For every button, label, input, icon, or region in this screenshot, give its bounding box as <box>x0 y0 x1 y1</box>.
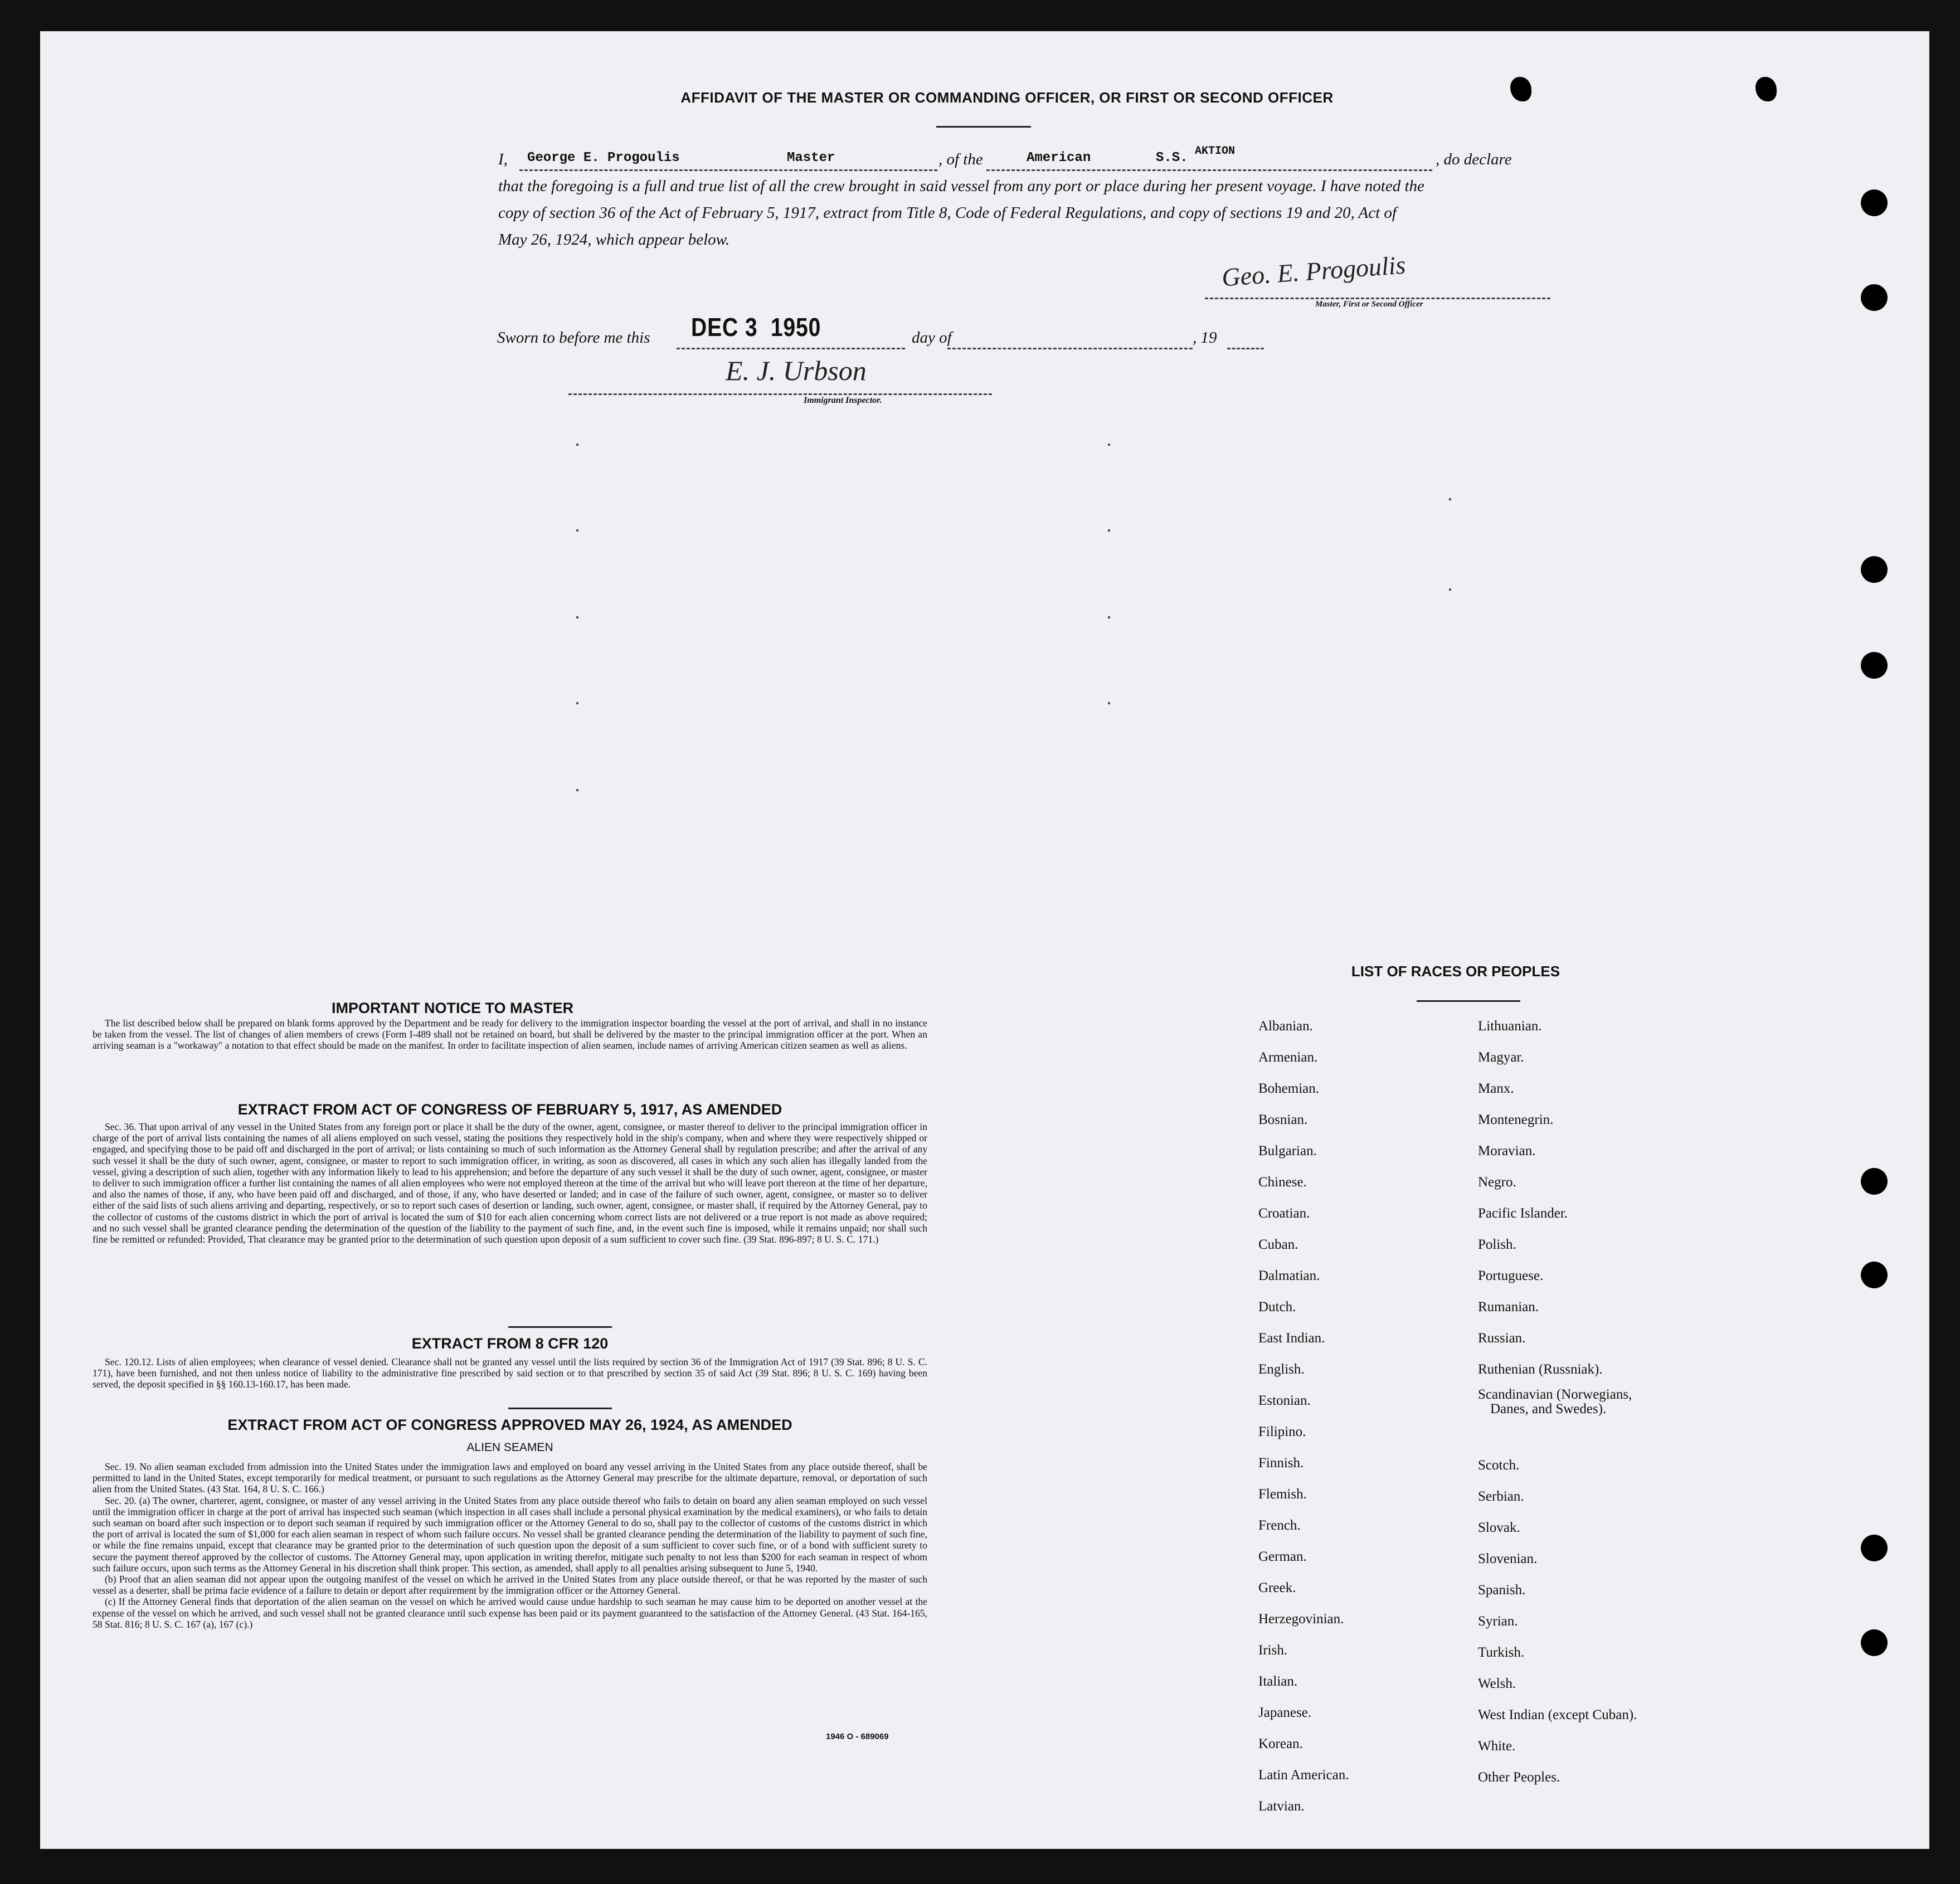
dot-mark <box>576 444 578 446</box>
vessel-prefix: S.S. <box>1156 150 1188 165</box>
signature-line <box>1205 298 1550 299</box>
form-sheet <box>40 31 1929 1849</box>
vessel-nationality: American <box>1027 150 1091 165</box>
races-right-column <box>1478 1011 1790 1793</box>
race-item: Bulgarian. <box>1258 1143 1317 1158</box>
master-name: George E. Progoulis <box>527 150 680 165</box>
punch-hole <box>1861 284 1888 311</box>
punch-hole <box>1861 556 1888 583</box>
race-item: Croatian. <box>1258 1206 1310 1221</box>
extract-1917-title: EXTRACT FROM ACT OF CONGRESS OF FEBRUARY 5, 1917, AS AMENDED <box>237 1101 782 1118</box>
race-item: Manx. <box>1478 1081 1514 1096</box>
dot-mark <box>1449 498 1451 500</box>
affidavit-line-4: May 26, 1924, which appear below. <box>498 231 730 249</box>
race-item: Turkish. <box>1478 1645 1525 1660</box>
race-item: Latin American. <box>1258 1768 1349 1783</box>
inspector-line <box>568 393 992 395</box>
race-item: Armenian. <box>1258 1050 1318 1065</box>
do-declare-label: , do declare <box>1436 150 1512 168</box>
race-item: Bohemian. <box>1258 1081 1320 1096</box>
sworn-label: Sworn to before me this <box>497 329 650 347</box>
punch-hole <box>1861 1629 1888 1656</box>
signature-caption: Master, First or Second Officer <box>1315 300 1423 309</box>
race-item: Portuguese. <box>1478 1268 1544 1283</box>
race-item: Other Peoples. <box>1478 1770 1560 1785</box>
alien-seamen-subtitle: ALIEN SEAMEN <box>466 1441 553 1454</box>
race-item: East Indian. <box>1258 1331 1325 1346</box>
race-item: Finnish. <box>1258 1455 1304 1471</box>
race-item: Estonian. <box>1258 1393 1311 1408</box>
race-item: Pacific Islander. <box>1478 1206 1568 1221</box>
dot-mark <box>1108 702 1110 704</box>
extract-1917-body <box>93 1121 927 1245</box>
race-item: White. <box>1478 1739 1516 1754</box>
race-item: Latvian. <box>1258 1799 1305 1814</box>
date-stamp: DEC 3 1950 <box>691 313 821 342</box>
extract-1924-title: EXTRACT FROM ACT OF CONGRESS APPROVED MAY 26, 1924, AS AMENDED <box>227 1416 792 1433</box>
day-of-label: day of <box>912 329 952 347</box>
race-item: English. <box>1258 1362 1305 1377</box>
affidavit-line-3: copy of section 36 of the Act of February 5, 1917, extract from Title 8, Code of Federal Regulations, and copy of sections 19 and 20, Act of <box>498 204 1397 222</box>
dot-mark <box>576 789 578 791</box>
race-item: German. <box>1258 1549 1307 1564</box>
punch-hole <box>1861 652 1888 679</box>
inspector-caption: Immigrant Inspector. <box>804 396 882 405</box>
notice-text: The list described below shall be prepared on blank forms approved by the Department and be ready for delivery to the immigration inspector boarding the vessel at the port of arrival, and shall in no instance be taken from the vessel. The list of changes of alien members of crews (Form I-489 shall not be retained on board, but shall be delivered by the master to the principal immigration officer at the port. When an arriving seaman is a "workaway" a notation to that effect should be made on the manifest. In order to facilitate inspection of alien seamen, include names of arriving American citizen seamen as well as aliens. <box>93 1018 927 1051</box>
dot-mark <box>1449 588 1451 591</box>
race-item: Japanese. <box>1258 1705 1312 1720</box>
race-item: Slovenian. <box>1478 1551 1538 1566</box>
race-item: Herzegovinian. <box>1258 1612 1344 1627</box>
race-item-continuation: Danes, and Swedes). <box>1490 1401 1607 1416</box>
name-field-line <box>519 169 937 171</box>
race-item: Chinese. <box>1258 1175 1307 1190</box>
sworn-date-line <box>677 348 905 349</box>
affidavit-line-2: that the foregoing is a full and true list of all the crew brought in said vessel from any port or place during her present voyage. I have noted the <box>498 177 1424 195</box>
race-item: Slovak. <box>1478 1520 1520 1535</box>
dot-mark <box>576 616 578 619</box>
dot-mark <box>1108 616 1110 619</box>
year-line <box>1227 348 1264 349</box>
race-item: Bosnian. <box>1258 1112 1308 1127</box>
race-item: Dutch. <box>1258 1299 1296 1315</box>
race-item: Magyar. <box>1478 1050 1524 1065</box>
race-item: West Indian (except Cuban). <box>1478 1707 1637 1722</box>
vessel-field-line <box>986 169 1432 171</box>
extract-cfr-text: Sec. 120.12. Lists of alien employees; when clearance of vessel denied. Clearance shall not be granted any vessel until the lists required by section 36 of the Immigration Act of 1917 (39 Stat. 896; 8 U. S. C. 171), have been furnished, and not then unless notice of liability to the administrative fine prescribed by said section or to that prescribed by section 35 of said Act (39 Stat. 896; 8 U. S. C. 169) having been served, the deposit specified in §§ 160.13-160.17, has been made. <box>93 1356 927 1390</box>
extract-cfr-title: EXTRACT FROM 8 CFR 120 <box>411 1335 609 1352</box>
punch-hole <box>1861 189 1888 216</box>
races-title: LIST OF RACES OR PEOPLES <box>1351 963 1560 980</box>
race-item: Welsh. <box>1478 1676 1516 1691</box>
master-signature: Geo. E. Progoulis <box>1220 250 1407 292</box>
extract-1924-body <box>93 1461 927 1630</box>
master-rank: Master <box>787 150 835 165</box>
dot-mark <box>576 529 578 532</box>
race-item: Ruthenian (Russniak). <box>1478 1362 1603 1377</box>
punch-hole <box>1861 1535 1888 1561</box>
section-20c-text: (c) If the Attorney General finds that deportation of the alien seaman on the vessel on which he arrived would cause undue hardship to such seaman he may cause him to be deported on another vessel at the expense of the vessel on which he arrived, and such vessel shall not be granted clearance until such expense has been paid or its payment guaranteed to the satisfaction of the Attorney General. (43 Stat. 164-165, 58 Stat. 816; 8 U. S. C. 167 (a), 167 (c).) <box>93 1596 927 1630</box>
race-item: Cuban. <box>1258 1237 1298 1252</box>
notice-title: IMPORTANT NOTICE TO MASTER <box>332 1000 573 1016</box>
race-item: Albanian. <box>1258 1019 1313 1034</box>
print-code: 1946 O - 689069 <box>826 1732 889 1741</box>
race-item: Scandinavian (Norwegians, <box>1478 1387 1632 1402</box>
race-item: Irish. <box>1258 1643 1288 1658</box>
race-item: Moravian. <box>1478 1143 1536 1158</box>
race-item: Spanish. <box>1478 1583 1526 1598</box>
race-item: Rumanian. <box>1478 1299 1539 1315</box>
notice-body <box>93 1018 927 1051</box>
race-item: Montenegrin. <box>1478 1112 1554 1127</box>
race-item: Flemish. <box>1258 1487 1307 1502</box>
section-rule <box>508 1408 612 1409</box>
title-rule <box>936 126 1031 128</box>
race-item: French. <box>1258 1518 1301 1533</box>
section-19-text: Sec. 19. No alien seaman excluded from admission into the United States under the immigration laws and employed on board any vessel arriving in the United States from any place outside thereof, shall be permitted to land in the United States, except temporarily for medical treatment, or pursuant to such regulations as the Attorney General may prescribe for the ultimate departure, removal, or deportation of such alien from the United States. (43 Stat. 164, 8 U. S. C. 166.) <box>93 1461 927 1495</box>
punch-hole <box>1861 1262 1888 1288</box>
affidavit-i: I, <box>498 150 508 168</box>
race-item-scandinavian <box>1478 1385 1790 1419</box>
hole-punch-mark <box>1755 77 1777 101</box>
dot-mark <box>576 702 578 704</box>
race-item: Negro. <box>1478 1175 1516 1190</box>
race-item: Russian. <box>1478 1331 1526 1346</box>
punch-hole <box>1861 1168 1888 1195</box>
race-spacer <box>1478 1419 1790 1450</box>
race-item: Scotch. <box>1478 1458 1520 1473</box>
extract-1917-text: Sec. 36. That upon arrival of any vessel in the United States from any foreign port or place it shall be the duty of the owner, agent, consignee, or master thereof to deliver to the principal immigration officer in charge of the port of arrival lists containing the names of all aliens employed on such vessel, stating the positions they respectively hold in the ship's company, when and where they were respectively shipped or engaged, and specifying those to be paid off and discharged in the port of arrival; or lists containing so much of such information as the Attorney General shall by regulation prescribe; and after the arrival of any such vessel it shall be the duty of such owner, agent, consignee, or master to report to such immigration officer, in writing, as soon as discovered, all cases in which any such alien has illegally landed from the vessel, giving a description of such alien, together with any information likely to lead to his apprehension; and before the departure of any such vessel it shall be the duty of such owner, agent, consignee, or master to deliver to such immigration officer a further list containing the names of all alien employees who were not employed thereon at the time of the arrival but who will leave port thereon at the time of her departure, and also the names of those, if any, who have been paid off and discharged, and of those, if any, who have deserted or landed; and in case of the failure of such owner, agent, consignee, or master so to deliver either of the said lists of such aliens arriving and departing, respectively, or so to report such cases of desertion or landing, such owner, agent, consignee, or master shall, if required by the Attorney General, pay to the collector of customs of the customs district in which the port of arrival is located the sum of $10 for each alien concerning whom correct lists are not delivered or a true report is not made as above required; and no such vessel shall be granted clearance pending the determination of the question of the liability to the payment of such fine, and, in the event such fine is imposed, while it remains unpaid; nor shall such fine be remitted or refunded: Provided, That clearance may be granted prior to the determination of such question upon deposit of a sum sufficient to cover such fine. (39 Stat. 896-897; 8 U. S. C. 171.) <box>93 1121 927 1245</box>
month-line <box>947 348 1193 349</box>
section-20b-text: (b) Proof that an alien seaman did not appear upon the outgoing manifest of the vessel on which he arrived in the United States from any place outside thereof, or that he was reported by the master of such vessel as a deserter, shall be prima facie evidence of a failure to detain or deport after requirement by the immigration officer or the Attorney General. <box>93 1574 927 1596</box>
race-item: Filipino. <box>1258 1424 1306 1439</box>
extract-cfr-body <box>93 1356 927 1390</box>
race-item: Italian. <box>1258 1674 1298 1689</box>
section-rule <box>508 1326 612 1328</box>
races-rule <box>1417 1000 1520 1002</box>
affidavit-title: AFFIDAVIT OF THE MASTER OR COMMANDING OFFICER, OR FIRST OR SECOND OFFICER <box>680 89 1334 106</box>
dot-mark <box>1108 529 1110 532</box>
of-the-label: , of the <box>938 150 983 168</box>
vessel-name: AKTION <box>1195 145 1236 158</box>
dot-mark <box>1108 444 1110 446</box>
race-item: Greek. <box>1258 1580 1296 1595</box>
section-20a-text: Sec. 20. (a) The owner, charterer, agent, consignee, or master of any vessel arriving in the United States from any place outside thereof who fails to detain on board any alien seaman employed on such vessel until the immigration officer in charge at the port of arrival has inspected such seaman (which inspection in all cases shall include a personal physical examination by the medical examiners), or who fails to detain such seaman on board after such inspection or to deport such seaman if required by such immigration officer or the Attorney General to do so, shall pay to the collector of customs of the customs district in which the port of arrival is located the sum of $1,000 for each alien seaman in respect of whom such failure occurs. No vessel shall be granted clearance pending the determination of the liability to payment of such fine, or while the fine remains unpaid, except that clearance may be granted prior to the determination of such question upon the deposit of a sum sufficient to cover such fine, or of a bond with sufficient surety to secure the payment thereof approved by the collector of customs. The Attorney General may, upon application in writing therefor, mitigate such penalty to not less than $200 for each seaman in respect of whom such failure occurs, upon such terms as the Attorney General in his discretion shall think proper. This section, as amended, shall apply to all penalties arising subsequent to June 5, 1940. <box>93 1494 927 1574</box>
race-item: Serbian. <box>1478 1489 1524 1504</box>
race-item: Lithuanian. <box>1478 1019 1542 1034</box>
race-item: Korean. <box>1258 1736 1303 1751</box>
race-item: Syrian. <box>1478 1614 1518 1629</box>
hole-punch-mark <box>1510 77 1531 101</box>
race-item: Polish. <box>1478 1237 1516 1252</box>
inspector-signature: E. J. Urbson <box>726 355 867 386</box>
race-item: Dalmatian. <box>1258 1268 1320 1283</box>
year-label: , 19 <box>1193 329 1217 347</box>
races-left-column <box>1258 1011 1470 1822</box>
